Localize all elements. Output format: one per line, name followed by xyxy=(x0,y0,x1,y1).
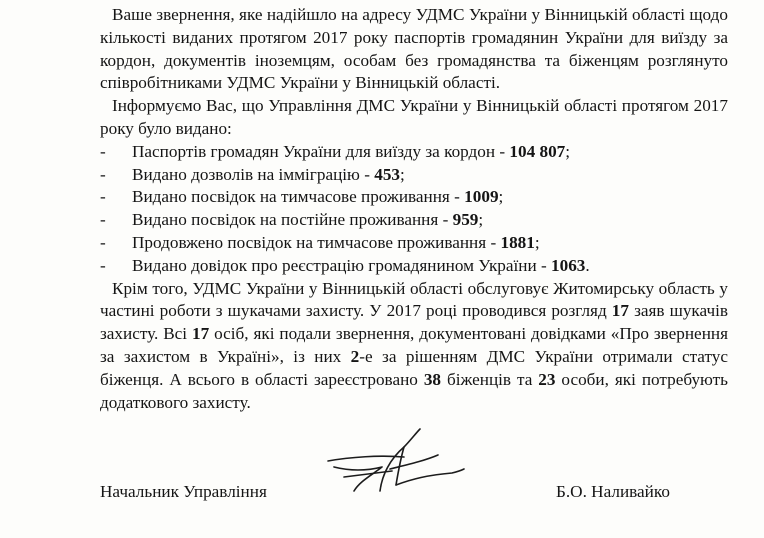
signature-image xyxy=(320,425,470,500)
list-item-label: Видано дозволів на імміграцію - xyxy=(132,164,375,184)
signatory-position: Начальник Управління xyxy=(100,482,267,501)
list-item xyxy=(100,209,728,232)
asylum-text: заяв шукачів захисту. Всі xyxy=(100,301,728,344)
asylum-paragraph xyxy=(100,278,728,415)
list-item-value: 104 807 xyxy=(509,141,566,161)
list-item-suffix: ; xyxy=(498,187,504,207)
intro-paragraph: Ваше звернення, яке надійшло на адресу УДМС України у Вінницькій області щодо кількості виданих протягом 2017 року паспортів громадянин України для виїзду за кордон, документів іноземцям, особам без громадянства та біженцям розглянуто співробітниками УДМС України у Вінницькій області. xyxy=(100,5,728,93)
list-dash: - xyxy=(100,232,106,252)
asylum-number: 38 xyxy=(423,369,441,389)
list-item xyxy=(100,255,728,278)
list-item xyxy=(100,141,728,164)
list-item-value: 1063 xyxy=(551,255,586,275)
asylum-text: осіб, які подали звернення, документовані довідками «Про звернення за захистом в Україні», із них xyxy=(100,324,728,366)
list-item-value: 453 xyxy=(374,164,400,184)
list-dash: - xyxy=(100,255,106,275)
list-item xyxy=(100,232,728,255)
inform-paragraph: Інформуємо Вас, що Управління ДМС України у Вінницькій області протягом 2017 року було видано: xyxy=(100,96,728,138)
asylum-number: 17 xyxy=(611,301,629,321)
list-item-label: Паспортів громадян України для виїзду за кордон - xyxy=(132,141,510,161)
list-dash: - xyxy=(100,164,106,184)
list-item xyxy=(100,186,728,209)
list-item-suffix: ; xyxy=(565,141,571,161)
signatory-name: Б.О. Наливайко xyxy=(556,482,670,501)
list-item-value: 959 xyxy=(452,210,479,230)
list-item-suffix: . xyxy=(585,255,590,275)
asylum-text: біженців та xyxy=(441,369,539,389)
list-item-label: Видано посвідок на тимчасове проживання - xyxy=(132,187,465,207)
list-item-suffix: ; xyxy=(534,232,540,252)
list-item-suffix: ; xyxy=(400,164,405,184)
asylum-text: -е за рішенням ДМС України отримали статус біженця. А всього в області зареєстровано xyxy=(100,346,728,389)
list-item-suffix: ; xyxy=(478,210,484,230)
asylum-number: 23 xyxy=(538,369,556,389)
list-item-value: 1009 xyxy=(464,187,499,207)
list-item xyxy=(100,164,728,187)
asylum-text: Крім того, УДМС України у Вінницькій області обслуговує Житомирську область у частині роботи з шукачами захисту. У 2017 році проводився розгляд xyxy=(100,278,728,321)
letter-body xyxy=(100,4,728,414)
list-item-label: Продовжено посвідок на тимчасове проживання - xyxy=(132,232,501,252)
list-item-label: Видано посвідок на постійне проживання - xyxy=(132,210,453,230)
asylum-text: особи, які потребують додаткового захисту. xyxy=(100,369,729,412)
list-dash: - xyxy=(100,141,106,161)
issued-documents-list xyxy=(100,141,728,278)
list-item-label: Видано довідок про реєстрацію громадянином України - xyxy=(132,255,552,275)
asylum-number: 17 xyxy=(191,324,210,344)
list-dash: - xyxy=(100,187,106,207)
asylum-number: 2 xyxy=(350,346,360,366)
list-item-value: 1881 xyxy=(500,232,535,252)
list-dash: - xyxy=(100,210,106,230)
